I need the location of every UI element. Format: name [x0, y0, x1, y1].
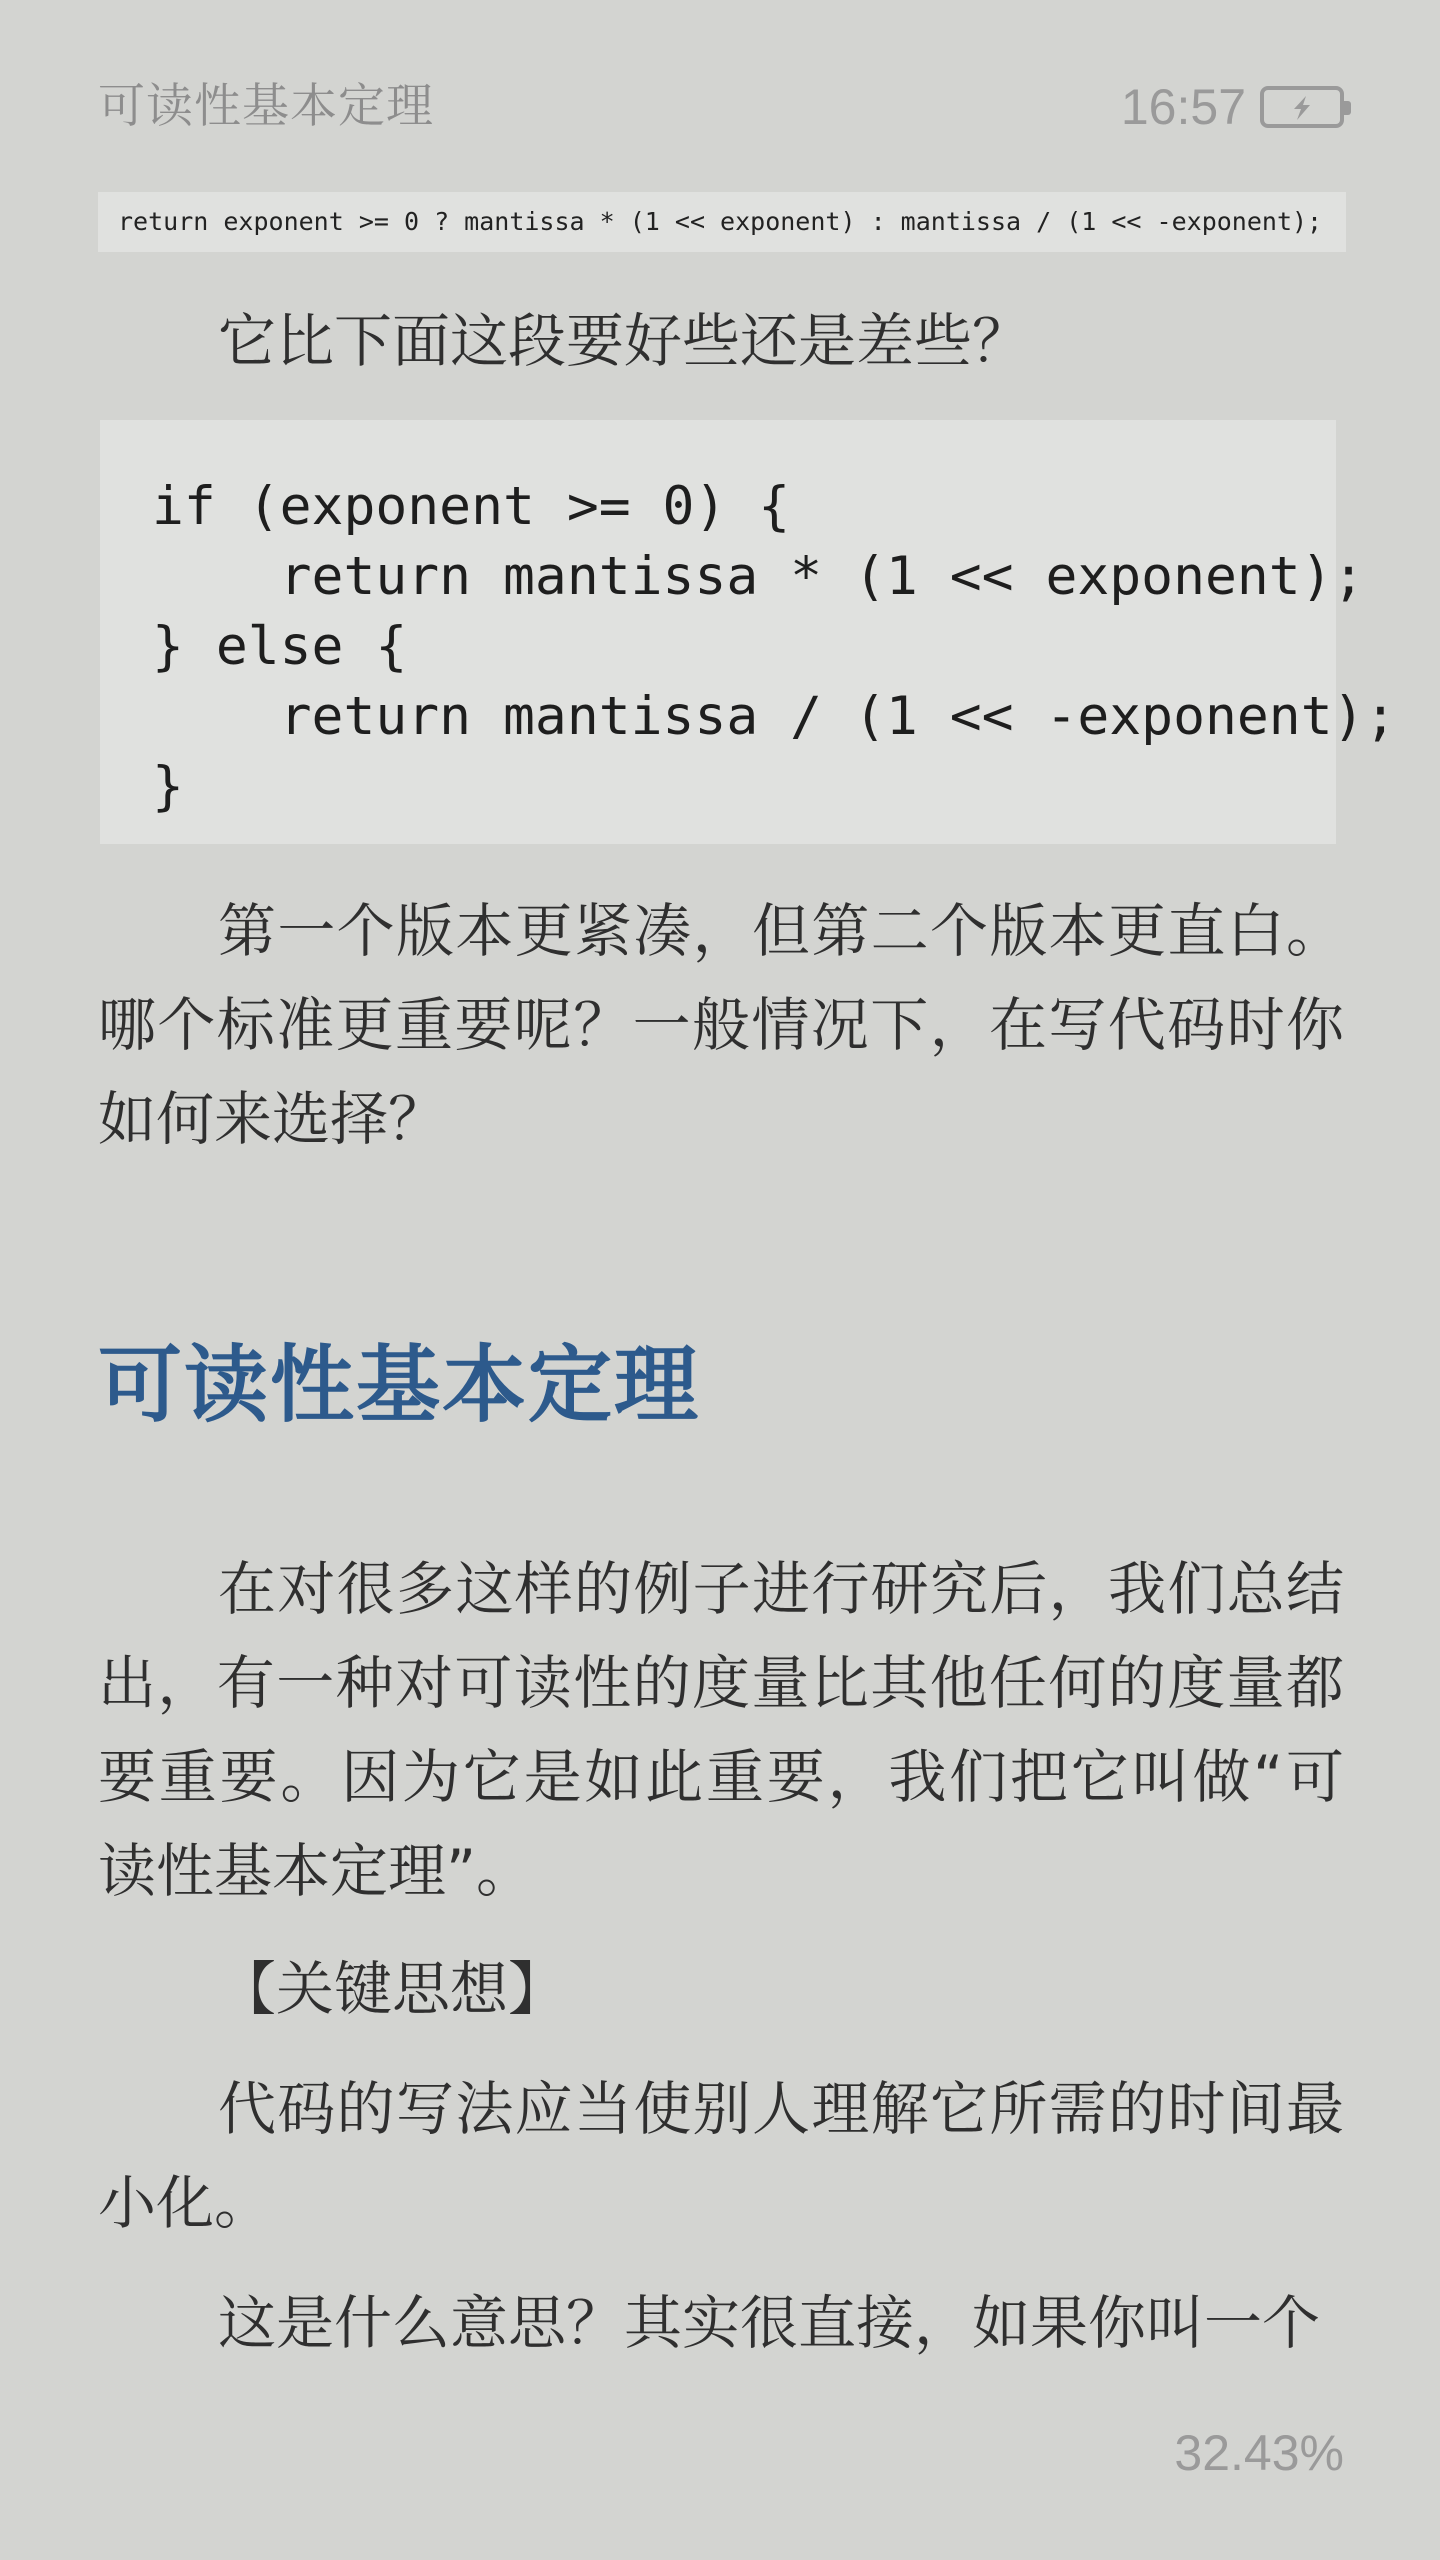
body-paragraph: 第一个版本更紧凑，但第二个版本更直白。哪个标准更重要呢？一般情况下，在写代码时你如何来选择？: [98, 897, 1344, 1153]
code-line: return mantissa / (1 << -exponent);: [152, 686, 1397, 747]
code-line: } else {: [152, 616, 408, 677]
reading-progress: 32.43%: [1174, 2425, 1344, 2481]
body-paragraph: 这是什么意思？其实很直接，如果你叫一个: [218, 2289, 1321, 2357]
question-paragraph: 它比下面这段要好些还是差些？: [218, 307, 1031, 375]
key-idea-text: 代码的写法应当使别人理解它所需的时间最小化。: [98, 2075, 1344, 2237]
battery-charging-icon: [1260, 86, 1344, 128]
chapter-title: 可读性基本定理: [98, 79, 434, 134]
code-line: return mantissa * (1 << exponent);: [152, 546, 1365, 607]
clock: 16:57: [1120, 79, 1246, 135]
code-block: [100, 420, 1397, 844]
code-line: }: [152, 756, 184, 817]
key-idea-label: 【关键思想】: [218, 1955, 567, 2023]
body-paragraph: 在对很多这样的例子进行研究后，我们总结出，有一种对可读性的度量比其他任何的度量都要重要。因为它是如此重要，我们把它叫做“可读性基本定理”。: [98, 1555, 1344, 1905]
inline-code-snippet: return exponent >= 0 ? mantissa * (1 << exponent) : mantissa / (1 << -exponent);: [98, 192, 1346, 252]
section-heading: 可读性基本定理: [98, 1336, 701, 1434]
code-line: if (exponent >= 0) {: [152, 476, 791, 537]
status-area: [1121, 74, 1344, 140]
